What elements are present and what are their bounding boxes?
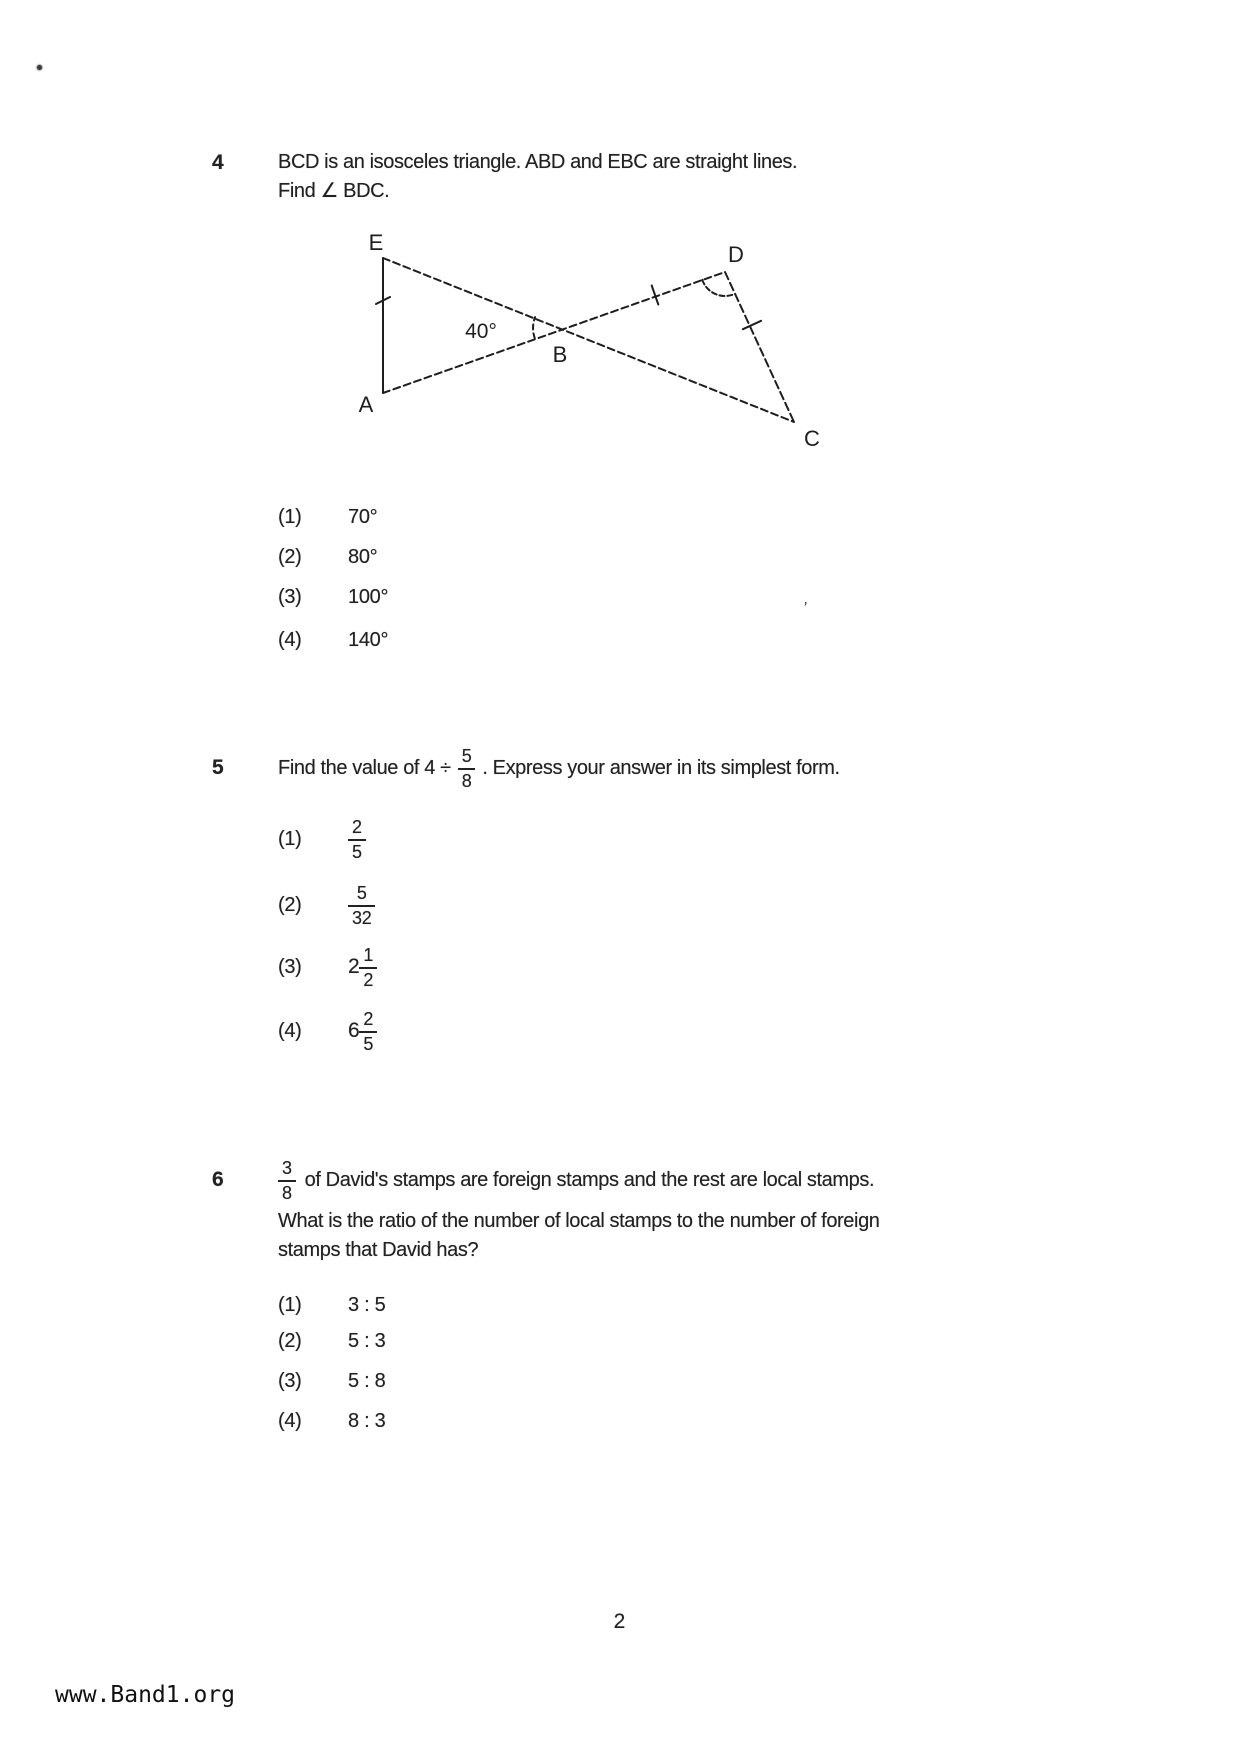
option-value: 5 : 3 (348, 1330, 386, 1352)
fraction-numerator: 1 (363, 944, 374, 965)
question-6-option-4 (278, 1410, 385, 1433)
option-label: (3) (278, 955, 302, 978)
website-url: www.Band1.org (55, 1682, 236, 1708)
mixed-whole: 2 (348, 955, 360, 978)
question-5-number: 5 (212, 756, 224, 779)
option-value (348, 818, 366, 861)
question-5-option-3 (278, 943, 377, 991)
option-label: (1) (278, 506, 302, 528)
option-label: (1) (278, 827, 302, 850)
option-label: (2) (278, 1330, 302, 1352)
option-label: (4) (278, 1410, 302, 1432)
question-5-option-2 (278, 881, 375, 929)
fraction-numerator: 5 (356, 882, 367, 903)
question-4-option-4 (278, 629, 388, 652)
question-5-text-before: Find the value of 4 ÷ (278, 756, 451, 779)
question-4-number: 4 (212, 151, 224, 174)
question-6-line-3: stamps that David has? (278, 1239, 479, 1261)
option-value: 5 : 8 (348, 1370, 386, 1392)
option-label: (4) (278, 629, 302, 651)
option-fraction (348, 884, 375, 927)
question-5-option-1 (278, 815, 366, 863)
option-label: (4) (278, 1019, 302, 1042)
option-fraction (348, 818, 366, 861)
question-4-option-2 (278, 546, 377, 569)
option-value: 140° (348, 629, 389, 651)
vertex-label-B: B (552, 342, 568, 367)
question-4-text (278, 148, 797, 206)
tick-mark-DC (743, 321, 761, 329)
question-6-number: 6 (212, 1168, 224, 1191)
option-value (348, 1010, 377, 1053)
question-6-option-2 (278, 1330, 385, 1353)
fraction-denominator: 8 (458, 768, 476, 790)
scan-artifact-mark: ’ (801, 599, 808, 618)
question-4-geometry-diagram (320, 210, 840, 460)
vertex-label-D: D (728, 242, 744, 267)
vertex-label-E: E (368, 230, 384, 255)
angle-arc-B (533, 317, 535, 338)
vertex-label-C: C (804, 426, 820, 451)
option-value: 100° (348, 586, 389, 608)
option-label: (2) (278, 893, 302, 916)
angle-value-label: 40° (465, 320, 497, 343)
fraction-denominator: 5 (359, 1031, 377, 1053)
segment-EBC (383, 258, 794, 422)
mixed-whole: 6 (348, 1019, 360, 1042)
question-6-line-1-text: of David's stamps are foreign stamps and the rest are local stamps. (304, 1168, 875, 1191)
fraction-denominator: 32 (348, 905, 375, 927)
question-5-option-4 (278, 1007, 377, 1055)
question-6-option-3 (278, 1370, 385, 1393)
fraction-5-8 (458, 747, 476, 790)
question-4-line-1: BCD is an isosceles triangle. ABD and EBC are straight lines. (278, 151, 798, 173)
option-label: (3) (278, 1370, 302, 1392)
option-label: (3) (278, 586, 302, 608)
option-value: 80° (348, 546, 378, 568)
fraction-numerator: 2 (352, 816, 362, 837)
fraction-numerator: 2 (363, 1008, 374, 1029)
option-fraction (359, 946, 377, 989)
option-label: (2) (278, 546, 302, 568)
question-6-line-2: What is the ratio of the number of local stamps to the number of foreign (278, 1210, 880, 1232)
scan-artifact-dot (37, 65, 42, 70)
question-5-text-after: . Express your answer in its simplest form. (482, 756, 840, 779)
option-fraction (359, 1010, 377, 1053)
question-6-line-1 (278, 1152, 874, 1208)
fraction-3-8 (278, 1159, 296, 1202)
option-value: 3 : 5 (348, 1294, 386, 1316)
fraction-denominator: 5 (348, 839, 366, 861)
option-value (348, 884, 375, 927)
option-value: 8 : 3 (348, 1410, 386, 1432)
question-4-option-3 (278, 586, 388, 609)
fraction-numerator: 3 (282, 1157, 292, 1178)
page-number: 2 (613, 1610, 626, 1633)
fraction-numerator: 5 (461, 745, 472, 766)
question-6-option-1 (278, 1294, 385, 1317)
question-5-text (278, 739, 840, 797)
vertex-label-A: A (358, 392, 374, 417)
option-label: (1) (278, 1294, 302, 1316)
question-4-line-2: Find ∠ BDC. (278, 180, 390, 202)
option-value (348, 946, 377, 989)
option-value: 70° (348, 506, 378, 528)
fraction-denominator: 8 (278, 1180, 296, 1202)
fraction-denominator: 2 (359, 967, 377, 989)
question-4-option-1 (278, 506, 377, 529)
